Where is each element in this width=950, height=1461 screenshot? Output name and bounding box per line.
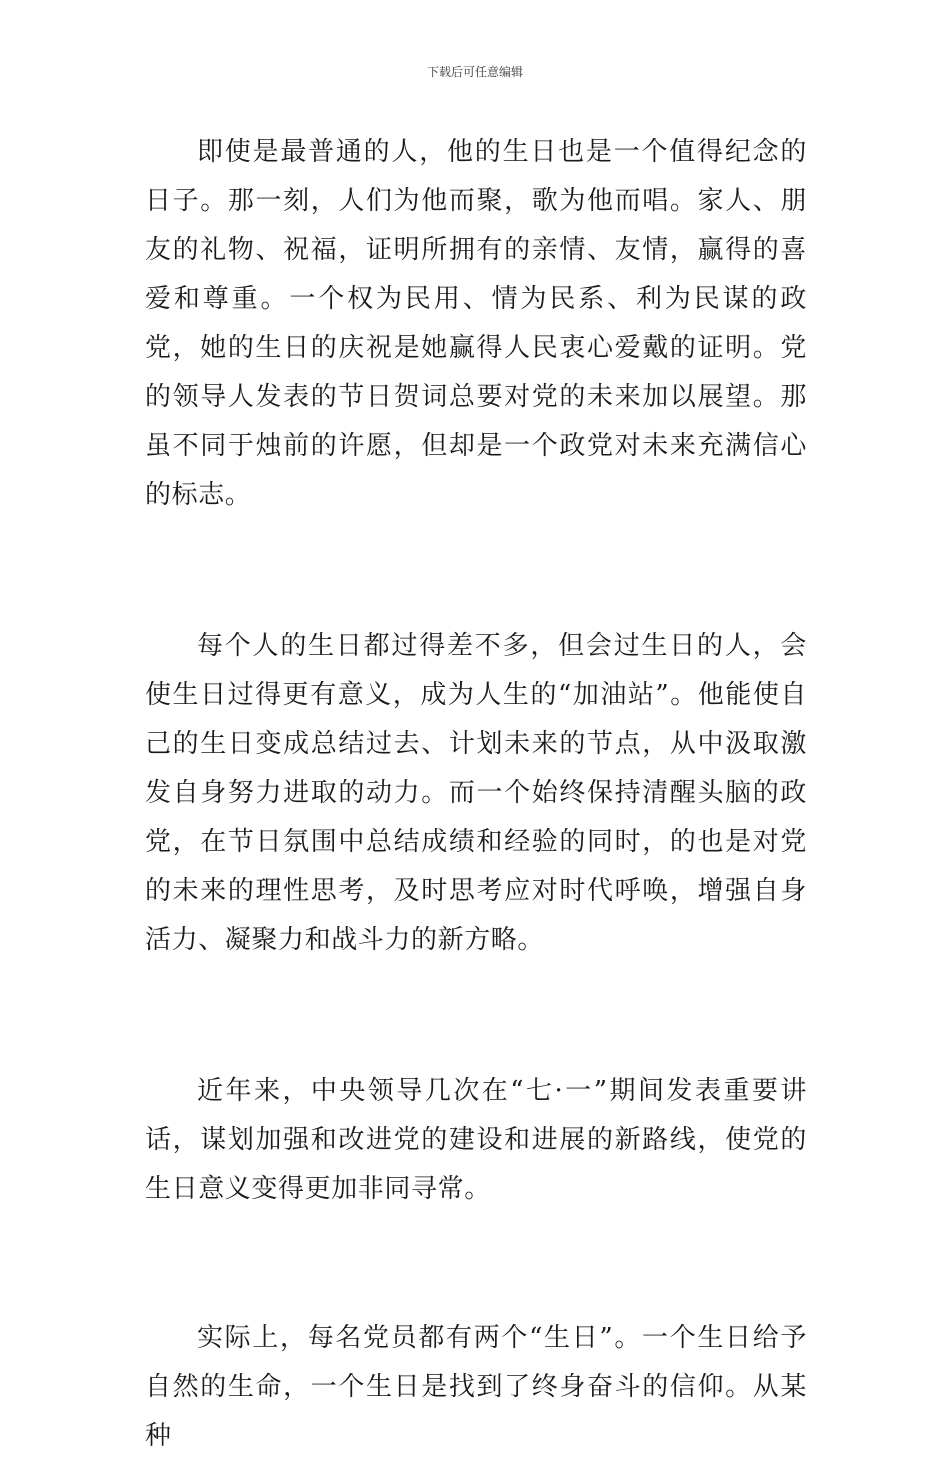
paragraph-2: 每个人的生日都过得差不多，但会过生日的人，会使生日过得更有意义，成为人生的“加油站”。他能使自己的生日变成总结过去、计划未来的节点，从中汲取激发自身努力进取的动力。而一个始终保持清醒头脑的政党，在节日氛围中总结成绩和经验的同时，的也是对党的未来的理性思考，及时思考应对时代呼唤，增强自身活力、凝聚力和战斗力的新方略。: [145, 631, 807, 955]
paragraph-4: 实际上，每名党员都有两个“生日”。一个生日给予自然的生命，一个生日是找到了终身奋斗的信仰。从某种: [145, 1323, 807, 1451]
page-header: 下载后可任意编辑: [426, 65, 523, 79]
paragraph-3: 近年来，中央领导几次在“七·一”期间发表重要讲话，谋划加强和改进党的建设和进展的新路线，使党的生日意义变得更加非同寻常。: [145, 1076, 807, 1204]
body-text: [145, 128, 807, 1461]
paragraph-1: 即使是最普通的人，他的生日也是一个值得纪念的日子。那一刻，人们为他而聚，歌为他而唱。家人、朋友的礼物、祝福，证明所拥有的亲情、友情，赢得的喜爱和尊重。一个权为民用、情为民系、利为民谋的政党，她的生日的庆祝是她赢得人民衷心爱戴的证明。党的领导人发表的节日贺词总要对党的未来加以展望。那虽不同于烛前的许愿，但却是一个政党对未来充满信心的标志。: [145, 137, 807, 510]
